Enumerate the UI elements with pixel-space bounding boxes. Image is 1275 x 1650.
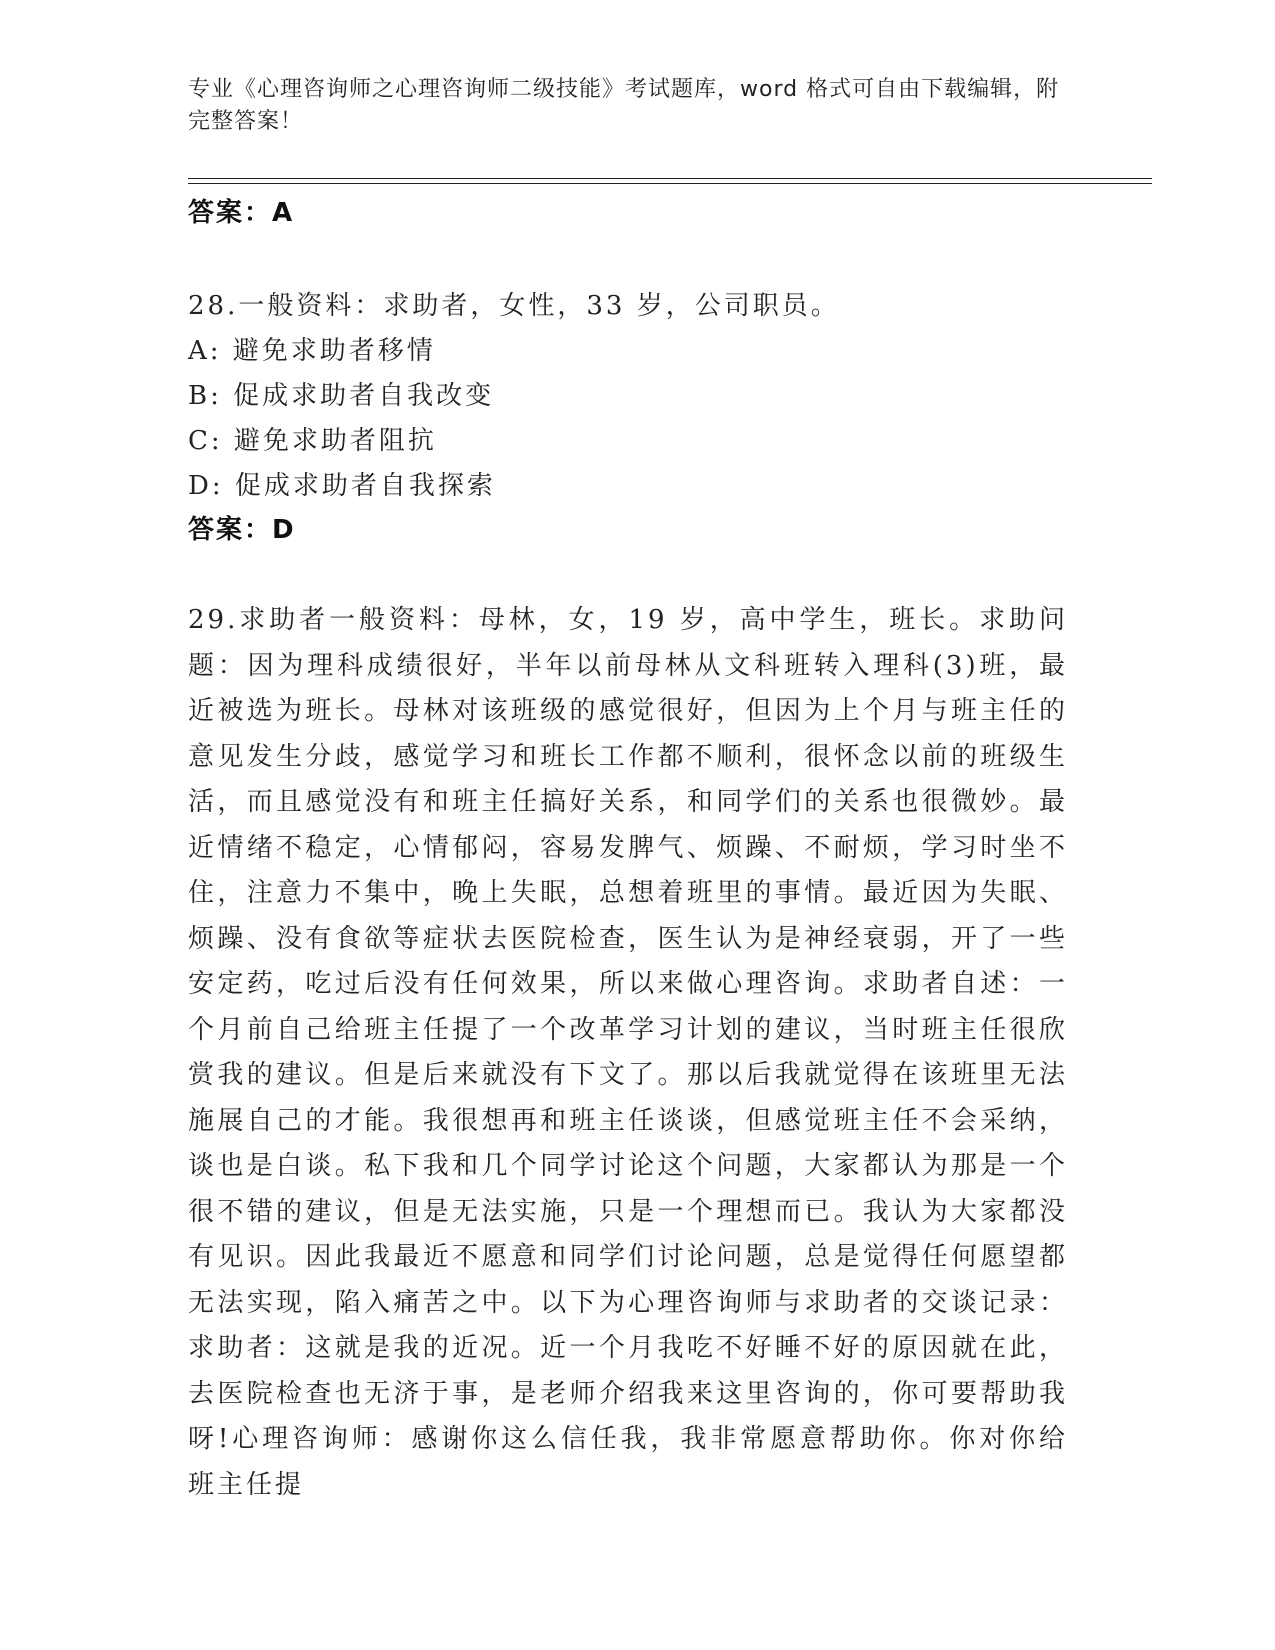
previous-answer: 答案：A	[188, 198, 295, 228]
option-d: D: 促成求助者自我探索	[188, 471, 496, 501]
option-c: C: 避免求助者阻抗	[188, 426, 437, 456]
page-header: 专业《心理咨询师之心理咨询师二级技能》考试题库，word 格式可自由下载编辑，附完整答案！	[188, 77, 1060, 134]
question-28-answer: 答案：D	[188, 515, 296, 545]
question-28	[188, 284, 1088, 509]
header-divider-bottom	[188, 183, 1152, 184]
header-divider-top	[188, 178, 1152, 179]
option-b: B: 促成求助者自我改变	[188, 381, 495, 411]
question-28-stem: 28.一般资料：求助者，女性，33 岁，公司职员。	[188, 291, 840, 321]
question-29	[188, 598, 1068, 1508]
question-29-text: 29.求助者一般资料：母林，女，19 岁，高中学生，班长。求助问题：因为理科成绩很好，半年以前母林从文科班转入理科(3)班，最近被选为班长。母林对该班级的感觉很好，但因为上个月与班主任的意见发生分歧，感觉学习和班长工作都不顺利，很怀念以前的班级生活，而且感觉没有和班主任搞好关系，和同学们的关系也很微妙。最近情绪不稳定，心情郁闷，容易发脾气、烦躁、不耐烦，学习时坐不住，注意力不集中，晚上失眠，总想着班里的事情。最近因为失眠、烦躁、没有食欲等症状去医院检查，医生认为是神经衰弱，开了一些安定药，吃过后没有任何效果，所以来做心理咨询。求助者自述：一个月前自己给班主任提了一个改革学习计划的建议，当时班主任很欣赏我的建议。但是后来就没有下文了。那以后我就觉得在该班里无法施展自己的才能。我很想再和班主任谈谈，但感觉班主任不会采纳，谈也是白谈。私下我和几个同学讨论这个问题，大家都认为那是一个很不错的建议，但是无法实施，只是一个理想而已。我认为大家都没有见识。因此我最近不愿意和同学们讨论问题，总是觉得任何愿望都无法实现，陷入痛苦之中。以下为心理咨询师与求助者的交谈记录：求助者：这就是我的近况。近一个月我吃不好睡不好的原因就在此，去医院检查也无济于事，是老师介绍我来这里咨询的，你可要帮助我呀!心理咨询师：感谢你这么信任我，我非常愿意帮助你。你对你给班主任提	[188, 605, 1068, 1500]
option-a: A: 避免求助者移情	[188, 336, 436, 366]
